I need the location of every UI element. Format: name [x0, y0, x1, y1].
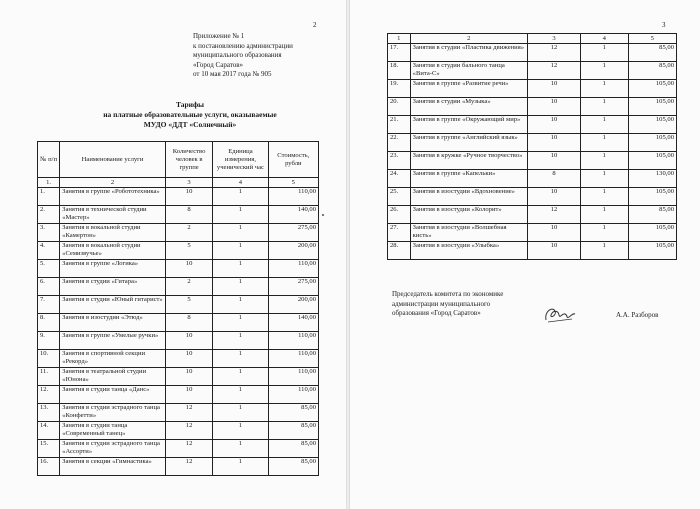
page-right [350, 0, 700, 509]
unit: 1 [213, 224, 268, 242]
row-number: 22. [388, 134, 411, 152]
table-row [38, 350, 319, 368]
table-row [38, 296, 319, 314]
group-size: 10 [527, 80, 580, 98]
document-subtitle: на платные образовательные услуги, оказываемые [103, 110, 277, 119]
price: 110,00 [268, 332, 318, 350]
page-number: 2 [313, 21, 317, 29]
row-number: 15. [38, 440, 60, 458]
group-size: 10 [527, 98, 580, 116]
group-size: 10 [527, 188, 580, 206]
table-row [388, 188, 677, 206]
table-row [38, 422, 319, 440]
unit: 1 [581, 170, 628, 188]
group-size: 8 [527, 170, 580, 188]
index-cell: 2 [60, 178, 166, 188]
service-name: Занятия в группе «Умелые ручки» [60, 332, 166, 350]
price: 105,00 [628, 116, 676, 134]
column-header: Наименование услуги [60, 142, 166, 178]
service-name: Занятия в изостудии «Вдохновение» [410, 188, 527, 206]
group-size: 10 [527, 242, 580, 260]
group-size: 12 [165, 458, 212, 476]
column-header: Стоимость, рубли [268, 142, 318, 178]
unit: 1 [213, 422, 268, 440]
table-row [388, 44, 677, 62]
unit: 1 [581, 224, 628, 242]
service-name: Занятия в изостудии «Этюд» [60, 314, 166, 332]
row-number: 19. [388, 80, 411, 98]
unit: 1 [213, 242, 268, 260]
index-row [38, 178, 319, 188]
row-number: 20. [388, 98, 411, 116]
group-size: 12 [527, 206, 580, 224]
table-row [388, 62, 677, 80]
group-size: 8 [165, 206, 212, 224]
row-number: 17. [388, 44, 411, 62]
unit: 1 [213, 350, 268, 368]
appendix-header [193, 32, 343, 80]
appendix-line: от 10 мая 2017 года № 905 [193, 70, 272, 78]
document-title: Тарифы [175, 100, 205, 109]
table-row [388, 170, 677, 188]
group-size: 12 [165, 404, 212, 422]
row-number: 13. [38, 404, 60, 422]
scan-speck [322, 214, 324, 216]
price: 140,00 [268, 206, 318, 224]
unit: 1 [213, 260, 268, 278]
service-name: Занятия в технической студии «Мастер» [60, 206, 166, 224]
service-name: Занятия в изостудии «Волшебная кисть» [410, 224, 527, 242]
table-row [388, 152, 677, 170]
unit: 1 [581, 44, 628, 62]
price: 85,00 [268, 440, 318, 458]
unit: 1 [213, 332, 268, 350]
tariff-table [37, 141, 319, 476]
price: 110,00 [268, 260, 318, 278]
unit: 1 [581, 152, 628, 170]
group-size: 10 [165, 332, 212, 350]
signatory-line: образования «Город Саратов» [392, 309, 481, 317]
row-number: 12. [38, 386, 60, 404]
row-number: 18. [388, 62, 411, 80]
table-row [38, 332, 319, 350]
service-name: Занятия в изостудии «Улыбка» [410, 242, 527, 260]
table-row [388, 224, 677, 242]
group-size: 12 [527, 62, 580, 80]
table-row [38, 314, 319, 332]
price: 105,00 [628, 152, 676, 170]
unit: 1 [581, 62, 628, 80]
index-cell: 1. [38, 178, 60, 188]
page-left [0, 0, 347, 509]
index-cell: 4 [581, 34, 628, 44]
service-name: Занятия в изостудии «Колорит» [410, 206, 527, 224]
column-header: Количество человек в группе [165, 142, 212, 178]
index-cell: 5 [628, 34, 676, 44]
page-number: 3 [662, 21, 666, 29]
table-row [38, 260, 319, 278]
price: 105,00 [628, 134, 676, 152]
table-row [388, 242, 677, 260]
signatory-position [392, 290, 562, 319]
service-name: Занятия в группе «Робототехника» [60, 188, 166, 206]
unit: 1 [581, 98, 628, 116]
service-name: Занятия в студии эстрадного танца «Конфетти» [60, 404, 166, 422]
price: 110,00 [268, 188, 318, 206]
table-row [38, 224, 319, 242]
index-cell: 1 [388, 34, 411, 44]
price: 110,00 [268, 386, 318, 404]
signatory-line: Председатель комитета по экономике [392, 290, 504, 298]
row-number: 14. [38, 422, 60, 440]
row-number: 9. [38, 332, 60, 350]
table-row [38, 368, 319, 386]
document-subtitle: МУДО «ДДТ «Солнечный» [143, 120, 237, 129]
price: 110,00 [268, 350, 318, 368]
service-name: Занятия в студии «Пластика движения» [410, 44, 527, 62]
group-size: 10 [165, 368, 212, 386]
group-size: 10 [165, 386, 212, 404]
table-row [38, 458, 319, 476]
unit: 1 [581, 206, 628, 224]
price: 200,00 [268, 242, 318, 260]
group-size: 10 [527, 134, 580, 152]
service-name: Занятия в группе «Развитие речи» [410, 80, 527, 98]
service-name: Занятия в театральной студии «Юнона» [60, 368, 166, 386]
price: 85,00 [268, 422, 318, 440]
index-cell: 4 [213, 178, 268, 188]
unit: 1 [581, 116, 628, 134]
row-number: 3. [38, 224, 60, 242]
price: 200,00 [268, 296, 318, 314]
unit: 1 [581, 134, 628, 152]
signatory-line: администрации муниципального [392, 299, 491, 308]
tariff-table-continued [387, 33, 677, 260]
row-number: 1. [38, 188, 60, 206]
row-number: 25. [388, 188, 411, 206]
group-size: 10 [165, 260, 212, 278]
group-size: 10 [165, 188, 212, 206]
unit: 1 [213, 296, 268, 314]
row-number: 23. [388, 152, 411, 170]
group-size: 12 [527, 44, 580, 62]
row-number: 4. [38, 242, 60, 260]
unit: 1 [581, 242, 628, 260]
column-header: Единица измерения, ученический час [213, 142, 268, 178]
index-row [388, 34, 677, 44]
table-row [38, 404, 319, 422]
group-size: 10 [527, 152, 580, 170]
row-number: 26. [388, 206, 411, 224]
price: 105,00 [628, 80, 676, 98]
row-number: 7. [38, 296, 60, 314]
index-cell: 3 [165, 178, 212, 188]
row-number: 11. [38, 368, 60, 386]
unit: 1 [213, 440, 268, 458]
row-number: 10. [38, 350, 60, 368]
unit: 1 [581, 188, 628, 206]
service-name: Занятия в студии «Гитара» [60, 278, 166, 296]
unit: 1 [213, 188, 268, 206]
service-name: Занятия в студии танца «Данс» [60, 386, 166, 404]
price: 275,00 [268, 224, 318, 242]
table-row [38, 440, 319, 458]
group-size: 12 [165, 440, 212, 458]
unit: 1 [213, 386, 268, 404]
table-row [388, 116, 677, 134]
price: 85,00 [268, 404, 318, 422]
service-name: Занятия в студии бального танца «Вита-С» [410, 62, 527, 80]
unit: 1 [213, 206, 268, 224]
group-size: 10 [527, 116, 580, 134]
service-name: Занятия в вокальной студии «Камертон» [60, 224, 166, 242]
index-cell: 2 [410, 34, 527, 44]
row-number: 6. [38, 278, 60, 296]
price: 105,00 [628, 242, 676, 260]
group-size: 5 [165, 296, 212, 314]
index-cell: 3 [527, 34, 580, 44]
row-number: 16. [38, 458, 60, 476]
table-row [38, 206, 319, 224]
signer-name: А.А. Разборов [616, 311, 659, 319]
unit: 1 [213, 458, 268, 476]
row-number: 24. [388, 170, 411, 188]
index-cell: 5 [268, 178, 318, 188]
service-name: Занятия в студии «Музыка» [410, 98, 527, 116]
table-row [388, 134, 677, 152]
price: 105,00 [628, 98, 676, 116]
group-size: 2 [165, 224, 212, 242]
price: 105,00 [628, 188, 676, 206]
row-number: 27. [388, 224, 411, 242]
appendix-line: «Город Саратов» [193, 60, 244, 69]
service-name: Занятия в группе «Английский язык» [410, 134, 527, 152]
column-header: № п/п [38, 142, 60, 178]
group-size: 2 [165, 278, 212, 296]
table-row [38, 386, 319, 404]
table-row [388, 98, 677, 116]
unit: 1 [581, 80, 628, 98]
unit: 1 [213, 314, 268, 332]
service-name: Занятия в студии «Юный гитарист» [60, 296, 166, 314]
table-row [388, 80, 677, 98]
price: 85,00 [268, 458, 318, 476]
unit: 1 [213, 368, 268, 386]
table-row [38, 188, 319, 206]
unit: 1 [213, 278, 268, 296]
group-size: 10 [527, 224, 580, 242]
price: 275,00 [268, 278, 318, 296]
service-name: Занятия в секции «Гимнастика» [60, 458, 166, 476]
service-name: Занятия в вокальной студии «Семизвучье» [60, 242, 166, 260]
price: 110,00 [268, 368, 318, 386]
row-number: 5. [38, 260, 60, 278]
service-name: Занятия в спортивной секции «Рекорд» [60, 350, 166, 368]
appendix-line: муниципального образования [193, 51, 282, 59]
service-name: Занятия в студии танца «Современный танец» [60, 422, 166, 440]
price: 105,00 [628, 224, 676, 242]
row-number: 21. [388, 116, 411, 134]
service-name: Занятия в студии эстрадного танца «Ассорти» [60, 440, 166, 458]
row-number: 8. [38, 314, 60, 332]
group-size: 10 [165, 350, 212, 368]
service-name: Занятия в группе «Логика» [60, 260, 166, 278]
table-row [388, 206, 677, 224]
unit: 1 [213, 404, 268, 422]
table-row [38, 242, 319, 260]
group-size: 8 [165, 314, 212, 332]
price: 130,00 [628, 170, 676, 188]
group-size: 5 [165, 242, 212, 260]
price: 85,00 [628, 206, 676, 224]
table-row [38, 278, 319, 296]
price: 85,00 [628, 44, 676, 62]
row-number: 2. [38, 206, 60, 224]
price: 85,00 [628, 62, 676, 80]
price: 140,00 [268, 314, 318, 332]
row-number: 28. [388, 242, 411, 260]
group-size: 12 [165, 422, 212, 440]
handwritten-signature [542, 304, 578, 326]
appendix-line: к постановлению администрации [193, 41, 293, 50]
service-name: Занятия в группе «Окружающий мир» [410, 116, 527, 134]
service-name: Занятия в кружке «Ручное творчество» [410, 152, 527, 170]
appendix-line: Приложение № 1 [193, 32, 245, 40]
service-name: Занятия в группе «Капельки» [410, 170, 527, 188]
